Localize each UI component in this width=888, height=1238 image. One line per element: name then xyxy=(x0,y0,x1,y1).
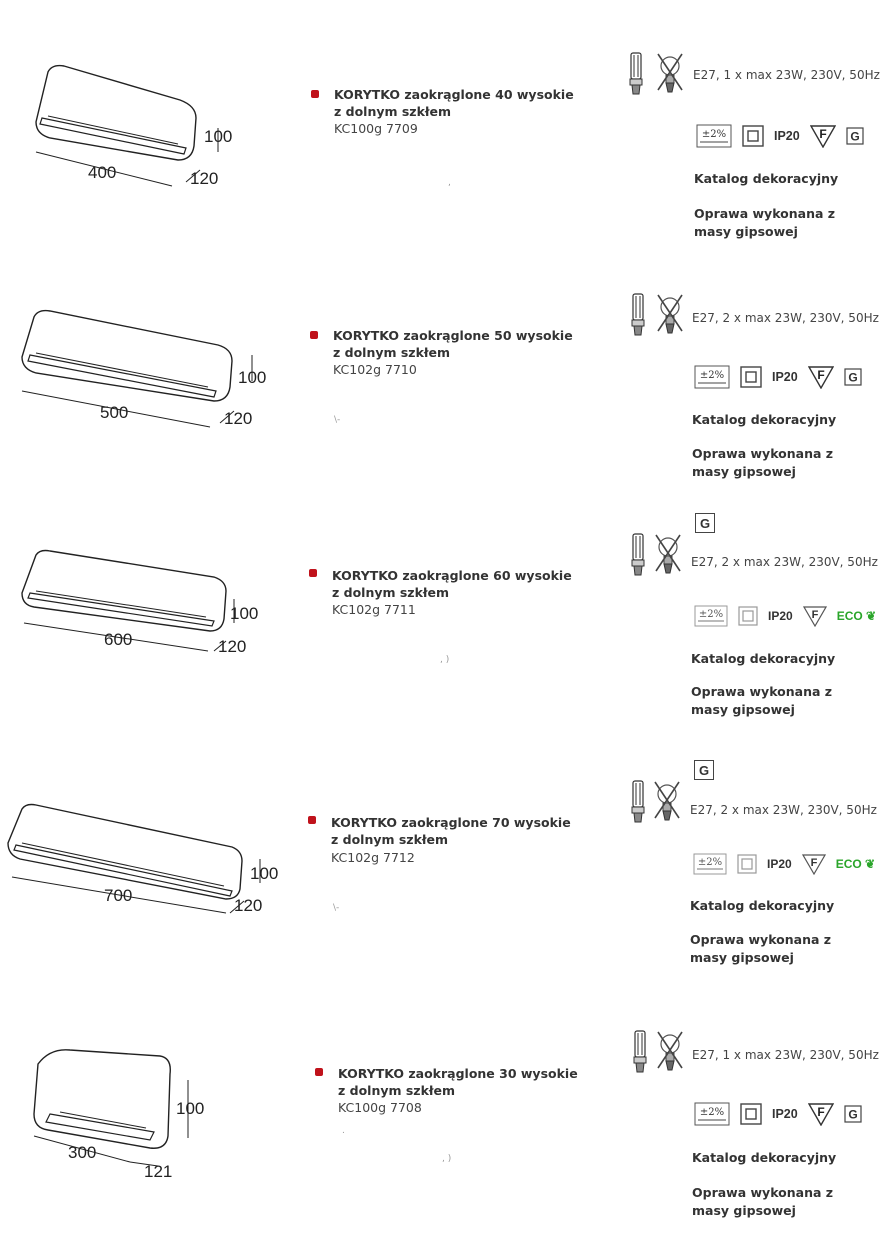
material-note: Oprawa wykonana z masy gipsowej xyxy=(692,1185,834,1218)
dim-length: 400 xyxy=(88,163,117,182)
svg-text:G: G xyxy=(850,129,860,144)
badge-row xyxy=(693,853,875,875)
product-drawing xyxy=(0,245,300,445)
product-title[interactable]: KORYTKO zaokrąglone 70 wysokie z dolnym szkłem xyxy=(331,815,571,847)
dim-depth: 120 xyxy=(218,637,247,656)
svg-text:±2%: ±2% xyxy=(699,1107,725,1118)
dim-depth: 120 xyxy=(190,169,219,188)
product-row xyxy=(0,743,888,991)
product-code: KC102g 7712 xyxy=(331,850,415,865)
leaf-icon: ❦ xyxy=(865,857,876,871)
svg-text:F: F xyxy=(811,609,819,621)
electrical-spec: E27, 2 x max 23W, 230V, 50Hz xyxy=(690,803,877,817)
product-drawing xyxy=(0,495,300,695)
leaf-icon: ❦ xyxy=(866,609,877,623)
artifact: , ) xyxy=(440,655,450,665)
class-2-insulation-icon xyxy=(738,606,758,626)
svg-text:G: G xyxy=(848,1107,858,1122)
badge-row xyxy=(694,605,876,627)
class-2-insulation-icon xyxy=(740,1103,762,1125)
svg-text:±2%: ±2% xyxy=(698,609,724,620)
class-2-insulation-icon xyxy=(742,125,764,147)
g-bulb-icon xyxy=(844,1105,862,1123)
catalog-label: Katalog dekoracyjny xyxy=(694,171,839,186)
svg-text:±2%: ±2% xyxy=(697,857,723,868)
artifact: , ) xyxy=(442,1154,452,1164)
f-mark-icon xyxy=(808,365,834,389)
material-note: Oprawa wykonana z masy gipsowej xyxy=(691,684,833,717)
g-bulb-icon xyxy=(846,127,864,145)
no-incandescent-bulb-icon xyxy=(656,1030,684,1074)
f-mark-icon xyxy=(803,605,827,627)
product-title[interactable]: KORYTKO zaokrąglone 50 wysokie z dolnym szkłem xyxy=(333,328,573,360)
no-incandescent-bulb-icon xyxy=(654,533,682,577)
product-drawing xyxy=(0,0,300,200)
electrical-spec: E27, 2 x max 23W, 230V, 50Hz xyxy=(692,311,879,325)
product-title[interactable]: KORYTKO zaokrąglone 40 wysokie z dolnym szkłem xyxy=(334,87,574,119)
class-2-insulation-icon xyxy=(740,366,762,388)
tolerance-icon xyxy=(696,124,732,148)
f-mark-icon xyxy=(802,853,826,875)
artifact: , xyxy=(448,178,451,188)
dim-height: 100 xyxy=(250,864,279,883)
svg-text:F: F xyxy=(817,1105,825,1119)
svg-text:±2%: ±2% xyxy=(701,129,727,140)
product-code: KC100g 7709 xyxy=(334,121,418,136)
badge-row xyxy=(694,1102,862,1126)
svg-text:±2%: ±2% xyxy=(699,370,725,381)
svg-text:F: F xyxy=(817,368,825,382)
product-drawing xyxy=(0,990,300,1190)
catalog-label: Katalog dekoracyjny xyxy=(692,412,837,427)
g-bulb-icon: G xyxy=(694,760,714,780)
bullet-icon xyxy=(310,331,318,339)
bullet-icon xyxy=(311,90,319,98)
product-code: KC102g 7710 xyxy=(333,362,417,377)
ip-rating: IP20 xyxy=(768,609,793,623)
product-row xyxy=(0,495,888,743)
product-row xyxy=(0,0,888,248)
artifact: \- xyxy=(333,903,340,913)
dim-height: 100 xyxy=(238,368,267,387)
svg-text:F: F xyxy=(810,857,818,869)
energy-saving-bulb-icon xyxy=(630,780,646,826)
dim-depth: 120 xyxy=(234,896,263,915)
bullet-icon xyxy=(309,569,317,577)
ip-rating: IP20 xyxy=(767,857,792,871)
dim-height: 100 xyxy=(204,127,233,146)
dim-depth: 121 xyxy=(144,1162,173,1181)
product-title[interactable]: KORYTKO zaokrąglone 30 wysokie z dolnym szkłem xyxy=(338,1066,578,1098)
g-bulb-icon: G xyxy=(695,513,715,533)
artifact: \- xyxy=(334,415,341,425)
dim-height: 100 xyxy=(230,604,259,623)
electrical-spec: E27, 2 x max 23W, 230V, 50Hz xyxy=(691,555,878,569)
energy-saving-bulb-icon xyxy=(628,52,644,98)
catalog-label: Katalog dekoracyjny xyxy=(692,1150,837,1165)
dim-length: 500 xyxy=(100,403,129,422)
artifact: . xyxy=(342,1126,345,1136)
material-note: Oprawa wykonana z masy gipsowej xyxy=(694,206,836,239)
product-code: KC100g 7708 xyxy=(338,1100,422,1115)
f-mark-icon xyxy=(810,124,836,148)
energy-saving-bulb-icon xyxy=(630,293,646,339)
eco-label: ECO ❦ xyxy=(836,609,877,623)
energy-saving-bulb-icon xyxy=(632,1030,648,1076)
material-note: Oprawa wykonana z masy gipsowej xyxy=(692,446,834,479)
ip-rating: IP20 xyxy=(774,129,800,143)
catalog-label: Katalog dekoracyjny xyxy=(691,651,836,666)
product-row xyxy=(0,990,888,1238)
eco-label: ECO ❦ xyxy=(835,857,876,871)
no-incandescent-bulb-icon xyxy=(656,52,684,96)
svg-text:G: G xyxy=(848,370,858,385)
energy-saving-bulb-icon xyxy=(630,533,646,579)
class-2-insulation-icon xyxy=(737,854,757,874)
tolerance-icon xyxy=(694,1102,730,1126)
no-incandescent-bulb-icon xyxy=(653,780,681,824)
product-row xyxy=(0,245,888,493)
product-drawing xyxy=(0,743,300,943)
g-bulb-icon xyxy=(844,368,862,386)
badge-row xyxy=(696,124,864,148)
electrical-spec: E27, 1 x max 23W, 230V, 50Hz xyxy=(692,1048,879,1062)
dim-length: 300 xyxy=(68,1143,97,1162)
dim-length: 700 xyxy=(104,886,133,905)
tolerance-icon xyxy=(694,605,728,627)
tolerance-icon xyxy=(693,853,727,875)
dim-height: 100 xyxy=(176,1099,205,1118)
svg-text:F: F xyxy=(819,127,827,141)
badge-row xyxy=(694,365,862,389)
dim-length: 600 xyxy=(104,630,133,649)
ip-rating: IP20 xyxy=(772,370,798,384)
catalog-label: Katalog dekoracyjny xyxy=(690,898,835,913)
ip-rating: IP20 xyxy=(772,1107,798,1121)
dim-depth: 120 xyxy=(224,409,253,428)
bullet-icon xyxy=(315,1068,323,1076)
product-code: KC102g 7711 xyxy=(332,602,416,617)
product-title[interactable]: KORYTKO zaokrąglone 60 wysokie z dolnym szkłem xyxy=(332,568,572,600)
electrical-spec: E27, 1 x max 23W, 230V, 50Hz xyxy=(693,68,880,82)
material-note: Oprawa wykonana z masy gipsowej xyxy=(690,932,832,965)
no-incandescent-bulb-icon xyxy=(656,293,684,337)
bullet-icon xyxy=(308,816,316,824)
tolerance-icon xyxy=(694,365,730,389)
f-mark-icon xyxy=(808,1102,834,1126)
